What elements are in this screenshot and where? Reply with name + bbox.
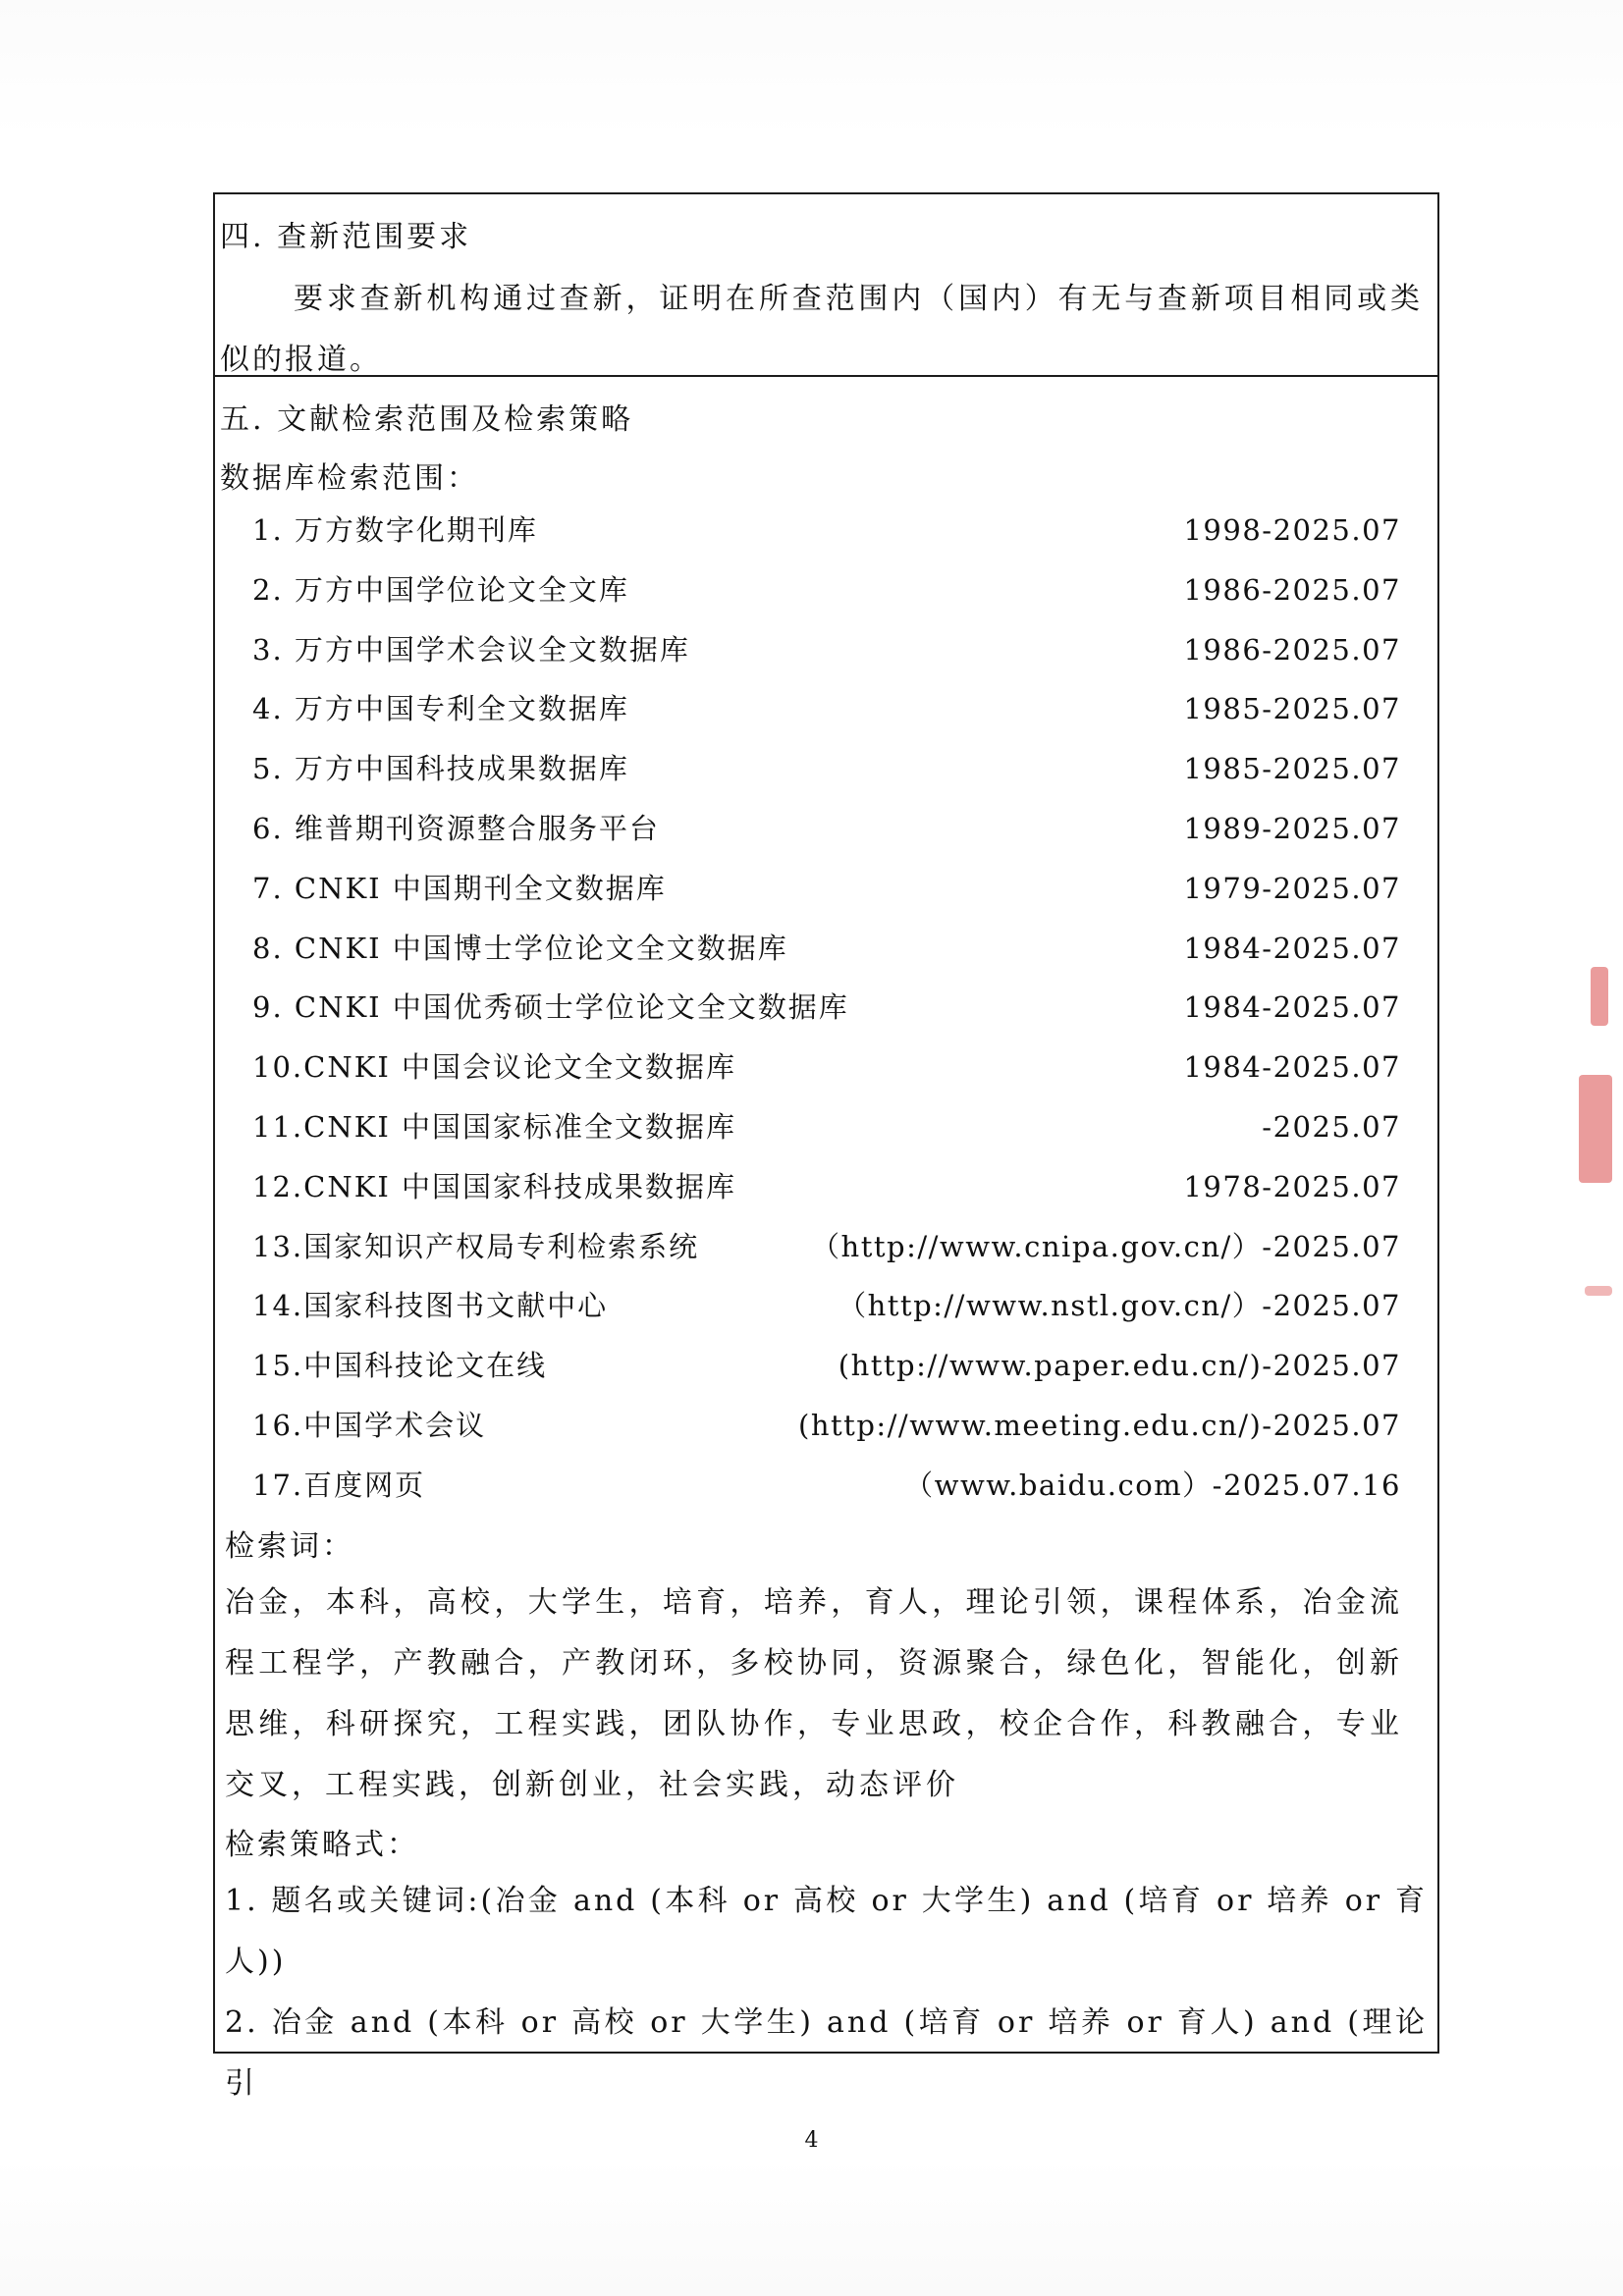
database-range: 1986-2025.07 <box>1183 572 1401 607</box>
database-range: （www.baidu.com）-2025.07.16 <box>904 1468 1401 1502</box>
database-name: 万方中国学位论文全文库 <box>294 572 629 607</box>
database-name: CNKI 中国期刊全文数据库 <box>294 871 667 905</box>
database-number: 9. <box>252 990 284 1025</box>
database-range: 1984-2025.07 <box>1183 931 1401 965</box>
database-row <box>252 859 1401 919</box>
database-range: 1984-2025.07 <box>1183 990 1401 1025</box>
database-range: 1979-2025.07 <box>1183 871 1401 905</box>
database-number: 2. <box>252 572 284 607</box>
database-row <box>252 1217 1401 1277</box>
database-name: 百度网页 <box>303 1468 426 1502</box>
database-row <box>252 919 1401 979</box>
database-list <box>252 501 1401 1516</box>
database-row <box>252 1456 1401 1516</box>
database-number: 5. <box>252 752 284 786</box>
section-four-body: 要求查新机构通过查新，证明在所查范围内（国内）有无与查新项目相同或类似的报道。 <box>220 282 1423 377</box>
database-row <box>252 679 1401 739</box>
database-name: 国家知识产权局专利检索系统 <box>303 1229 700 1263</box>
database-row <box>252 978 1401 1038</box>
database-number: 10. <box>252 1050 304 1085</box>
database-row <box>252 1396 1401 1456</box>
page-number: 4 <box>804 2128 819 2153</box>
database-number: 12. <box>252 1169 304 1203</box>
database-number: 11. <box>252 1109 304 1144</box>
database-range: 1985-2025.07 <box>1183 692 1401 726</box>
database-number: 16. <box>252 1408 304 1442</box>
database-range: 1984-2025.07 <box>1183 1050 1401 1085</box>
strategy-item: 1. 题名或关键词:(冶金 and (本科 or 高校 or 大学生) and (培育 or 培养 or 育人)) <box>225 1884 1428 1979</box>
database-name: 万方中国科技成果数据库 <box>294 752 629 786</box>
database-row <box>252 1336 1401 1396</box>
database-row <box>252 1038 1401 1097</box>
database-heading: 数据库检索范围： <box>220 461 479 496</box>
database-number: 15. <box>252 1349 304 1383</box>
database-name: CNKI 中国国家科技成果数据库 <box>303 1169 737 1203</box>
database-name: 中国学术会议 <box>303 1408 487 1442</box>
database-range: 1989-2025.07 <box>1183 811 1401 845</box>
database-number: 17. <box>252 1468 304 1502</box>
seal-edge-mark <box>1579 1075 1612 1183</box>
database-name: CNKI 中国博士学位论文全文数据库 <box>294 931 788 965</box>
database-range: -2025.07 <box>1262 1109 1401 1144</box>
database-row <box>252 739 1401 799</box>
database-name: CNKI 中国优秀硕士学位论文全文数据库 <box>294 990 849 1025</box>
database-number: 1. <box>252 513 284 547</box>
database-row <box>252 561 1401 620</box>
database-name: 万方中国专利全文数据库 <box>294 692 629 726</box>
database-number: 3. <box>252 632 284 667</box>
section-five-title: 五. 文献检索范围及检索策略 <box>220 402 634 437</box>
database-range: (http://www.paper.edu.cn/)-2025.07 <box>838 1349 1401 1383</box>
keywords-heading: 检索词： <box>225 1529 354 1564</box>
strategy-heading: 检索策略式： <box>225 1828 419 1862</box>
database-row <box>252 1157 1401 1217</box>
database-range: (http://www.meeting.edu.cn/)-2025.07 <box>798 1408 1401 1442</box>
database-row <box>252 1276 1401 1336</box>
database-name: 万方中国学术会议全文数据库 <box>294 632 690 667</box>
database-name: 中国科技论文在线 <box>303 1349 548 1383</box>
database-row <box>252 620 1401 680</box>
database-name: CNKI 中国会议论文全文数据库 <box>303 1050 737 1085</box>
database-name: 万方数字化期刊库 <box>294 513 538 547</box>
database-row <box>252 501 1401 561</box>
keywords-body: 冶金，本科，高校，大学生，培育，培养，育人，理论引领，课程体系，冶金流程工程学，产教融合，产教闭环，多校协同，资源聚合，绿色化，智能化，创新思维，科研探究，工程实践，团队协作，专业思政，校企合作，科教融合，专业交叉，工程实践，创新创业，社会实践，动态评价 <box>225 1585 1403 1802</box>
database-range: （http://www.cnipa.gov.cn/）-2025.07 <box>811 1229 1401 1263</box>
seal-edge-mark <box>1585 1286 1612 1296</box>
section-four-cell <box>215 194 1437 377</box>
database-row <box>252 799 1401 859</box>
database-number: 7. <box>252 871 284 905</box>
strategy-item: 2. 冶金 and (本科 or 高校 or 大学生) and (培育 or 培养 or 育人) and (理论引 <box>225 2005 1428 2101</box>
section-four-title: 四. 查新范围要求 <box>220 220 472 254</box>
database-row <box>252 1097 1401 1157</box>
database-number: 8. <box>252 931 284 965</box>
database-number: 13. <box>252 1229 304 1263</box>
database-range: 1998-2025.07 <box>1183 513 1401 547</box>
database-range: 1986-2025.07 <box>1183 632 1401 667</box>
form-frame <box>213 192 1439 2101</box>
database-range: 1978-2025.07 <box>1183 1169 1401 1203</box>
database-number: 4. <box>252 692 284 726</box>
database-number: 14. <box>252 1289 304 1323</box>
database-name: 维普期刊资源整合服务平台 <box>294 811 660 845</box>
database-name: CNKI 中国国家标准全文数据库 <box>303 1109 737 1144</box>
strategy-list <box>225 1871 1428 2114</box>
database-range: 1985-2025.07 <box>1183 752 1401 786</box>
seal-edge-mark <box>1591 967 1608 1026</box>
database-name: 国家科技图书文献中心 <box>303 1289 609 1323</box>
database-number: 6. <box>252 811 284 845</box>
database-range: （http://www.nstl.gov.cn/）-2025.07 <box>838 1289 1401 1323</box>
